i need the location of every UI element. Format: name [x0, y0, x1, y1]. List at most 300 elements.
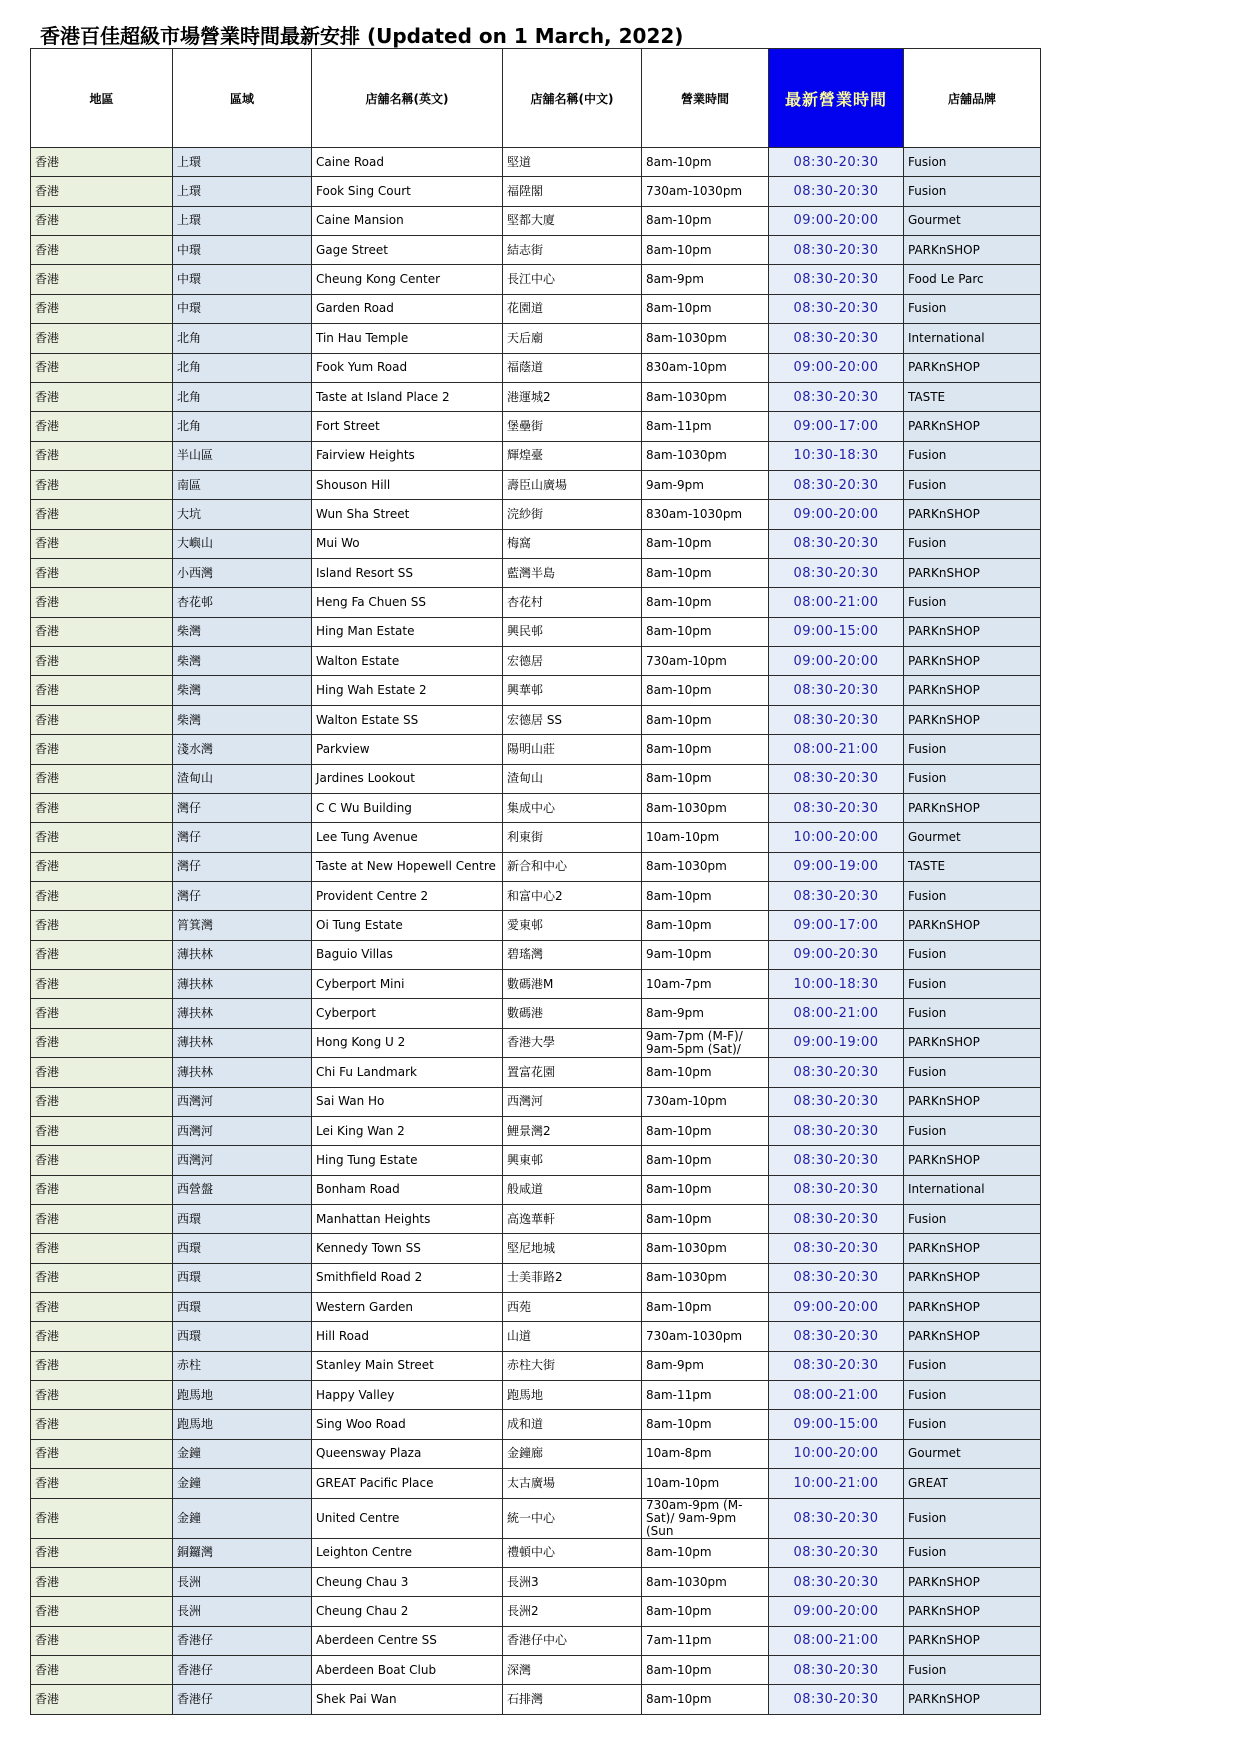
- cell-name-zh: 堅道: [503, 148, 642, 177]
- table-row: [31, 1234, 1041, 1263]
- cell-brand: PARKnSHOP: [904, 1567, 1041, 1596]
- cell-name-en: Western Garden: [312, 1293, 503, 1322]
- table-row: [31, 412, 1041, 441]
- cell-name-zh: 長洲2: [503, 1597, 642, 1626]
- table-row: [31, 441, 1041, 470]
- cell-brand: Fusion: [904, 764, 1041, 793]
- table-body: [31, 148, 1041, 1715]
- cell-region: 香港: [31, 1322, 173, 1351]
- table-row: [31, 852, 1041, 881]
- cell-district: 北角: [173, 324, 312, 353]
- table-row: [31, 647, 1041, 676]
- table-row: [31, 911, 1041, 940]
- cell-name-zh: 藍灣半島: [503, 559, 642, 588]
- cell-brand: Fusion: [904, 470, 1041, 499]
- cell-district: 長洲: [173, 1567, 312, 1596]
- cell-hours: 730am-10pm: [642, 1087, 769, 1116]
- cell-region: 香港: [31, 1175, 173, 1204]
- cell-latest-hours: 08:30-20:30: [769, 1263, 904, 1292]
- cell-name-zh: 西苑: [503, 1293, 642, 1322]
- table-row: [31, 1597, 1041, 1626]
- cell-name-zh: 花園道: [503, 294, 642, 323]
- cell-latest-hours: 08:30-20:30: [769, 382, 904, 411]
- cell-latest-hours: 10:00-20:00: [769, 1439, 904, 1468]
- cell-latest-hours: 08:30-20:30: [769, 1087, 904, 1116]
- cell-region: 香港: [31, 1381, 173, 1410]
- cell-hours: 8am-10pm: [642, 206, 769, 235]
- cell-district: 西環: [173, 1204, 312, 1233]
- cell-latest-hours: 09:00-15:00: [769, 617, 904, 646]
- cell-name-zh: 太古廣場: [503, 1469, 642, 1498]
- cell-region: 香港: [31, 1087, 173, 1116]
- cell-brand: International: [904, 1175, 1041, 1204]
- cell-brand: Fusion: [904, 1204, 1041, 1233]
- cell-name-en: Island Resort SS: [312, 559, 503, 588]
- cell-name-en: C C Wu Building: [312, 793, 503, 822]
- cell-name-en: Fook Sing Court: [312, 177, 503, 206]
- header-hours: 營業時間: [642, 49, 769, 148]
- cell-district: 西灣河: [173, 1146, 312, 1175]
- cell-latest-hours: 08:30-20:30: [769, 324, 904, 353]
- cell-hours: 8am-9pm: [642, 1351, 769, 1380]
- cell-name-en: Aberdeen Centre SS: [312, 1626, 503, 1655]
- cell-latest-hours: 08:30-20:30: [769, 1538, 904, 1567]
- cell-name-en: Shouson Hill: [312, 470, 503, 499]
- cell-name-en: Cyberport Mini: [312, 970, 503, 999]
- cell-name-zh: 天后廟: [503, 324, 642, 353]
- cell-name-zh: 數碼港M: [503, 970, 642, 999]
- cell-name-en: Queensway Plaza: [312, 1439, 503, 1468]
- cell-brand: PARKnSHOP: [904, 676, 1041, 705]
- cell-latest-hours: 10:30-18:30: [769, 441, 904, 470]
- cell-brand: PARKnSHOP: [904, 1626, 1041, 1655]
- table-row: [31, 1058, 1041, 1087]
- table-row: [31, 177, 1041, 206]
- cell-brand: Fusion: [904, 588, 1041, 617]
- cell-latest-hours: 08:30-20:30: [769, 559, 904, 588]
- cell-region: 香港: [31, 647, 173, 676]
- cell-name-zh: 般咸道: [503, 1175, 642, 1204]
- table-row: [31, 999, 1041, 1028]
- cell-hours: 8am-10pm: [642, 1538, 769, 1567]
- cell-hours: 830am-1030pm: [642, 500, 769, 529]
- cell-region: 香港: [31, 1498, 173, 1538]
- cell-latest-hours: 08:00-21:00: [769, 588, 904, 617]
- cell-district: 西環: [173, 1293, 312, 1322]
- cell-hours: 10am-10pm: [642, 823, 769, 852]
- cell-hours: 8am-10pm: [642, 735, 769, 764]
- cell-district: 上環: [173, 177, 312, 206]
- cell-district: 柴灣: [173, 676, 312, 705]
- cell-hours: 8am-10pm: [642, 559, 769, 588]
- cell-district: 北角: [173, 412, 312, 441]
- cell-latest-hours: 08:30-20:30: [769, 265, 904, 294]
- cell-district: 筲箕灣: [173, 911, 312, 940]
- cell-name-en: Parkview: [312, 735, 503, 764]
- cell-name-zh: 堅尼地城: [503, 1234, 642, 1263]
- cell-district: 薄扶林: [173, 970, 312, 999]
- cell-district: 中環: [173, 294, 312, 323]
- cell-brand: Fusion: [904, 999, 1041, 1028]
- cell-hours: 8am-1030pm: [642, 793, 769, 822]
- cell-name-zh: 福蔭道: [503, 353, 642, 382]
- cell-brand: PARKnSHOP: [904, 500, 1041, 529]
- page-title: 香港百佳超級市場營業時間最新安排 (Updated on 1 March, 2022): [40, 24, 684, 48]
- cell-region: 香港: [31, 1597, 173, 1626]
- cell-brand: PARKnSHOP: [904, 705, 1041, 734]
- cell-district: 金鐘: [173, 1498, 312, 1538]
- cell-district: 薄扶林: [173, 999, 312, 1028]
- cell-name-zh: 陽明山莊: [503, 735, 642, 764]
- cell-hours: 8am-9pm: [642, 265, 769, 294]
- cell-hours: 9am-10pm: [642, 940, 769, 969]
- cell-region: 香港: [31, 1146, 173, 1175]
- cell-name-en: Lee Tung Avenue: [312, 823, 503, 852]
- cell-region: 香港: [31, 206, 173, 235]
- table-row: [31, 1498, 1041, 1538]
- cell-name-en: Cheung Kong Center: [312, 265, 503, 294]
- cell-name-zh: 興東邨: [503, 1146, 642, 1175]
- cell-name-en: Shek Pai Wan: [312, 1685, 503, 1714]
- table-row: [31, 1381, 1041, 1410]
- cell-hours: 8am-10pm: [642, 529, 769, 558]
- cell-name-zh: 赤柱大街: [503, 1351, 642, 1380]
- cell-district: 淺水灣: [173, 735, 312, 764]
- cell-name-en: Hill Road: [312, 1322, 503, 1351]
- header-name-en: 店舖名稱(英文): [312, 49, 503, 148]
- table-row: [31, 1146, 1041, 1175]
- cell-latest-hours: 08:00-21:00: [769, 1381, 904, 1410]
- cell-brand: PARKnSHOP: [904, 236, 1041, 265]
- cell-latest-hours: 08:30-20:30: [769, 1234, 904, 1263]
- cell-region: 香港: [31, 500, 173, 529]
- cell-latest-hours: 08:30-20:30: [769, 881, 904, 910]
- cell-name-zh: 渣甸山: [503, 764, 642, 793]
- table-header: [31, 49, 1041, 148]
- cell-region: 香港: [31, 1293, 173, 1322]
- cell-hours: 730am-10pm: [642, 647, 769, 676]
- table-row: [31, 294, 1041, 323]
- cell-name-en: Happy Valley: [312, 1381, 503, 1410]
- cell-name-en: Caine Road: [312, 148, 503, 177]
- cell-name-en: Smithfield Road 2: [312, 1263, 503, 1292]
- cell-region: 香港: [31, 353, 173, 382]
- cell-district: 中環: [173, 236, 312, 265]
- cell-district: 大嶼山: [173, 529, 312, 558]
- cell-name-en: Leighton Centre: [312, 1538, 503, 1567]
- cell-region: 香港: [31, 1469, 173, 1498]
- cell-district: 西環: [173, 1263, 312, 1292]
- cell-brand: Fusion: [904, 735, 1041, 764]
- cell-district: 柴灣: [173, 647, 312, 676]
- table-row: [31, 353, 1041, 382]
- cell-district: 上環: [173, 206, 312, 235]
- cell-latest-hours: 09:00-20:00: [769, 353, 904, 382]
- cell-name-zh: 高逸華軒: [503, 1204, 642, 1233]
- cell-district: 跑馬地: [173, 1381, 312, 1410]
- table-row: [31, 500, 1041, 529]
- cell-name-en: Jardines Lookout: [312, 764, 503, 793]
- cell-name-zh: 石排灣: [503, 1685, 642, 1714]
- cell-hours: 830am-10pm: [642, 353, 769, 382]
- cell-brand: Fusion: [904, 529, 1041, 558]
- table-row: [31, 588, 1041, 617]
- cell-hours: 8am-11pm: [642, 412, 769, 441]
- cell-hours: 8am-10pm: [642, 148, 769, 177]
- cell-latest-hours: 09:00-20:00: [769, 1293, 904, 1322]
- cell-latest-hours: 09:00-15:00: [769, 1410, 904, 1439]
- cell-hours: 8am-10pm: [642, 1685, 769, 1714]
- cell-name-zh: 愛東邨: [503, 911, 642, 940]
- cell-hours: 8am-10pm: [642, 705, 769, 734]
- cell-latest-hours: 09:00-20:00: [769, 1597, 904, 1626]
- cell-latest-hours: 09:00-19:00: [769, 852, 904, 881]
- cell-name-zh: 數碼港: [503, 999, 642, 1028]
- cell-name-zh: 宏德居: [503, 647, 642, 676]
- cell-latest-hours: 09:00-19:00: [769, 1028, 904, 1057]
- cell-region: 香港: [31, 148, 173, 177]
- cell-name-zh: 長江中心: [503, 265, 642, 294]
- cell-brand: PARKnSHOP: [904, 1685, 1041, 1714]
- cell-brand: PARKnSHOP: [904, 1028, 1041, 1057]
- table-row: [31, 470, 1041, 499]
- table-row: [31, 559, 1041, 588]
- table-row: [31, 1263, 1041, 1292]
- cell-brand: Fusion: [904, 1116, 1041, 1145]
- cell-latest-hours: 10:00-20:00: [769, 823, 904, 852]
- cell-region: 香港: [31, 793, 173, 822]
- table-row: [31, 735, 1041, 764]
- cell-hours: 8am-11pm: [642, 1381, 769, 1410]
- cell-hours: 8am-10pm: [642, 881, 769, 910]
- cell-name-zh: 浣紗街: [503, 500, 642, 529]
- cell-region: 香港: [31, 1655, 173, 1684]
- cell-brand: Fusion: [904, 970, 1041, 999]
- cell-hours: 8am-10pm: [642, 1116, 769, 1145]
- store-hours-table: [30, 48, 1041, 1715]
- cell-brand: PARKnSHOP: [904, 1293, 1041, 1322]
- cell-region: 香港: [31, 529, 173, 558]
- cell-name-en: Wun Sha Street: [312, 500, 503, 529]
- cell-name-zh: 成和道: [503, 1410, 642, 1439]
- cell-hours: 730am-9pm (M-Sat)/ 9am-9pm (Sun: [642, 1498, 769, 1538]
- cell-brand: TASTE: [904, 852, 1041, 881]
- cell-district: 薄扶林: [173, 1028, 312, 1057]
- cell-name-zh: 堅都大廈: [503, 206, 642, 235]
- cell-name-zh: 興華邨: [503, 676, 642, 705]
- header-brand: 店舖品牌: [904, 49, 1041, 148]
- cell-name-zh: 堡壘街: [503, 412, 642, 441]
- cell-hours: 10am-8pm: [642, 1439, 769, 1468]
- cell-brand: PARKnSHOP: [904, 617, 1041, 646]
- table-row: [31, 1293, 1041, 1322]
- cell-hours: 8am-10pm: [642, 294, 769, 323]
- cell-district: 長洲: [173, 1597, 312, 1626]
- cell-region: 香港: [31, 823, 173, 852]
- cell-latest-hours: 08:00-21:00: [769, 999, 904, 1028]
- cell-latest-hours: 10:00-21:00: [769, 1469, 904, 1498]
- cell-district: 香港仔: [173, 1685, 312, 1714]
- cell-region: 香港: [31, 1567, 173, 1596]
- cell-hours: 8am-10pm: [642, 911, 769, 940]
- cell-district: 南區: [173, 470, 312, 499]
- cell-name-en: United Centre: [312, 1498, 503, 1538]
- cell-hours: 8am-1030pm: [642, 441, 769, 470]
- cell-brand: PARKnSHOP: [904, 1263, 1041, 1292]
- cell-district: 西營盤: [173, 1175, 312, 1204]
- cell-district: 香港仔: [173, 1655, 312, 1684]
- cell-name-en: Fairview Heights: [312, 441, 503, 470]
- cell-name-zh: 金鐘廊: [503, 1439, 642, 1468]
- cell-name-en: Aberdeen Boat Club: [312, 1655, 503, 1684]
- cell-name-zh: 置富花園: [503, 1058, 642, 1087]
- cell-district: 北角: [173, 382, 312, 411]
- cell-latest-hours: 08:30-20:30: [769, 470, 904, 499]
- cell-name-en: Oi Tung Estate: [312, 911, 503, 940]
- cell-region: 香港: [31, 1234, 173, 1263]
- cell-brand: PARKnSHOP: [904, 793, 1041, 822]
- cell-name-en: Walton Estate: [312, 647, 503, 676]
- cell-brand: PARKnSHOP: [904, 1087, 1041, 1116]
- cell-district: 銅鑼灣: [173, 1538, 312, 1567]
- cell-brand: Gourmet: [904, 206, 1041, 235]
- cell-district: 西灣河: [173, 1116, 312, 1145]
- cell-district: 西灣河: [173, 1087, 312, 1116]
- cell-latest-hours: 09:00-20:00: [769, 206, 904, 235]
- cell-brand: Fusion: [904, 881, 1041, 910]
- cell-brand: Fusion: [904, 294, 1041, 323]
- cell-latest-hours: 08:30-20:30: [769, 1351, 904, 1380]
- cell-latest-hours: 10:00-18:30: [769, 970, 904, 999]
- cell-name-en: Bonham Road: [312, 1175, 503, 1204]
- cell-hours: 10am-7pm: [642, 970, 769, 999]
- table-row: [31, 1655, 1041, 1684]
- cell-hours: 9am-9pm: [642, 470, 769, 499]
- cell-region: 香港: [31, 324, 173, 353]
- cell-latest-hours: 08:30-20:30: [769, 705, 904, 734]
- cell-brand: PARKnSHOP: [904, 353, 1041, 382]
- cell-region: 香港: [31, 177, 173, 206]
- cell-latest-hours: 08:30-20:30: [769, 1655, 904, 1684]
- cell-region: 香港: [31, 588, 173, 617]
- cell-name-en: Cheung Chau 3: [312, 1567, 503, 1596]
- cell-name-en: Chi Fu Landmark: [312, 1058, 503, 1087]
- cell-hours: 8am-10pm: [642, 1410, 769, 1439]
- cell-hours: 8am-10pm: [642, 236, 769, 265]
- cell-name-zh: 和富中心2: [503, 881, 642, 910]
- cell-region: 香港: [31, 705, 173, 734]
- cell-name-zh: 西灣河: [503, 1087, 642, 1116]
- cell-hours: 9am-7pm (M-F)/ 9am-5pm (Sat)/: [642, 1028, 769, 1057]
- cell-name-zh: 統一中心: [503, 1498, 642, 1538]
- cell-hours: 8am-9pm: [642, 999, 769, 1028]
- cell-latest-hours: 08:30-20:30: [769, 1567, 904, 1596]
- cell-district: 香港仔: [173, 1626, 312, 1655]
- cell-brand: PARKnSHOP: [904, 911, 1041, 940]
- table-row: [31, 324, 1041, 353]
- cell-name-en: Walton Estate SS: [312, 705, 503, 734]
- cell-district: 金鐘: [173, 1469, 312, 1498]
- table-row: [31, 793, 1041, 822]
- cell-region: 香港: [31, 1058, 173, 1087]
- table-row: [31, 1439, 1041, 1468]
- cell-name-en: Heng Fa Chuen SS: [312, 588, 503, 617]
- cell-latest-hours: 08:30-20:30: [769, 177, 904, 206]
- cell-region: 香港: [31, 999, 173, 1028]
- cell-name-en: Provident Centre 2: [312, 881, 503, 910]
- cell-brand: PARKnSHOP: [904, 1597, 1041, 1626]
- cell-name-zh: 禮頓中心: [503, 1538, 642, 1567]
- cell-name-zh: 新合和中心: [503, 852, 642, 881]
- table-row: [31, 236, 1041, 265]
- cell-name-en: Stanley Main Street: [312, 1351, 503, 1380]
- cell-brand: PARKnSHOP: [904, 559, 1041, 588]
- cell-name-en: Baguio Villas: [312, 940, 503, 969]
- cell-region: 香港: [31, 881, 173, 910]
- cell-name-zh: 碧瑤灣: [503, 940, 642, 969]
- cell-hours: 8am-10pm: [642, 764, 769, 793]
- cell-brand: Fusion: [904, 148, 1041, 177]
- table-row: [31, 1351, 1041, 1380]
- cell-district: 金鐘: [173, 1439, 312, 1468]
- cell-hours: 8am-10pm: [642, 1146, 769, 1175]
- cell-hours: 8am-1030pm: [642, 324, 769, 353]
- cell-brand: PARKnSHOP: [904, 1146, 1041, 1175]
- cell-name-zh: 輝煌臺: [503, 441, 642, 470]
- cell-latest-hours: 08:30-20:30: [769, 1498, 904, 1538]
- cell-hours: 8am-10pm: [642, 676, 769, 705]
- cell-name-zh: 深灣: [503, 1655, 642, 1684]
- cell-name-zh: 鯉景灣2: [503, 1116, 642, 1145]
- cell-district: 柴灣: [173, 617, 312, 646]
- cell-name-zh: 興民邨: [503, 617, 642, 646]
- cell-name-zh: 香港大學: [503, 1028, 642, 1057]
- cell-name-zh: 跑馬地: [503, 1381, 642, 1410]
- cell-hours: 8am-10pm: [642, 1175, 769, 1204]
- cell-region: 香港: [31, 1204, 173, 1233]
- cell-latest-hours: 09:00-20:00: [769, 647, 904, 676]
- cell-region: 香港: [31, 1439, 173, 1468]
- cell-hours: 8am-1030pm: [642, 852, 769, 881]
- table-row: [31, 1204, 1041, 1233]
- table-row: [31, 529, 1041, 558]
- header-region: 地區: [31, 49, 173, 148]
- cell-latest-hours: 09:00-17:00: [769, 412, 904, 441]
- cell-district: 薄扶林: [173, 1058, 312, 1087]
- cell-latest-hours: 08:30-20:30: [769, 1175, 904, 1204]
- cell-latest-hours: 08:30-20:30: [769, 1116, 904, 1145]
- cell-name-en: GREAT Pacific Place: [312, 1469, 503, 1498]
- cell-brand: Fusion: [904, 1381, 1041, 1410]
- table-row: [31, 148, 1041, 177]
- cell-hours: 7am-11pm: [642, 1626, 769, 1655]
- header-name-zh: 店舖名稱(中文): [503, 49, 642, 148]
- cell-region: 香港: [31, 441, 173, 470]
- cell-district: 西環: [173, 1234, 312, 1263]
- cell-region: 香港: [31, 559, 173, 588]
- cell-region: 香港: [31, 617, 173, 646]
- table-row: [31, 1685, 1041, 1714]
- table-row: [31, 1087, 1041, 1116]
- cell-name-en: Taste at New Hopewell Centre: [312, 852, 503, 881]
- cell-name-en: Mui Wo: [312, 529, 503, 558]
- cell-name-en: Lei King Wan 2: [312, 1116, 503, 1145]
- cell-region: 香港: [31, 676, 173, 705]
- cell-brand: Fusion: [904, 1351, 1041, 1380]
- cell-latest-hours: 09:00-20:00: [769, 500, 904, 529]
- cell-name-zh: 山道: [503, 1322, 642, 1351]
- cell-brand: Fusion: [904, 940, 1041, 969]
